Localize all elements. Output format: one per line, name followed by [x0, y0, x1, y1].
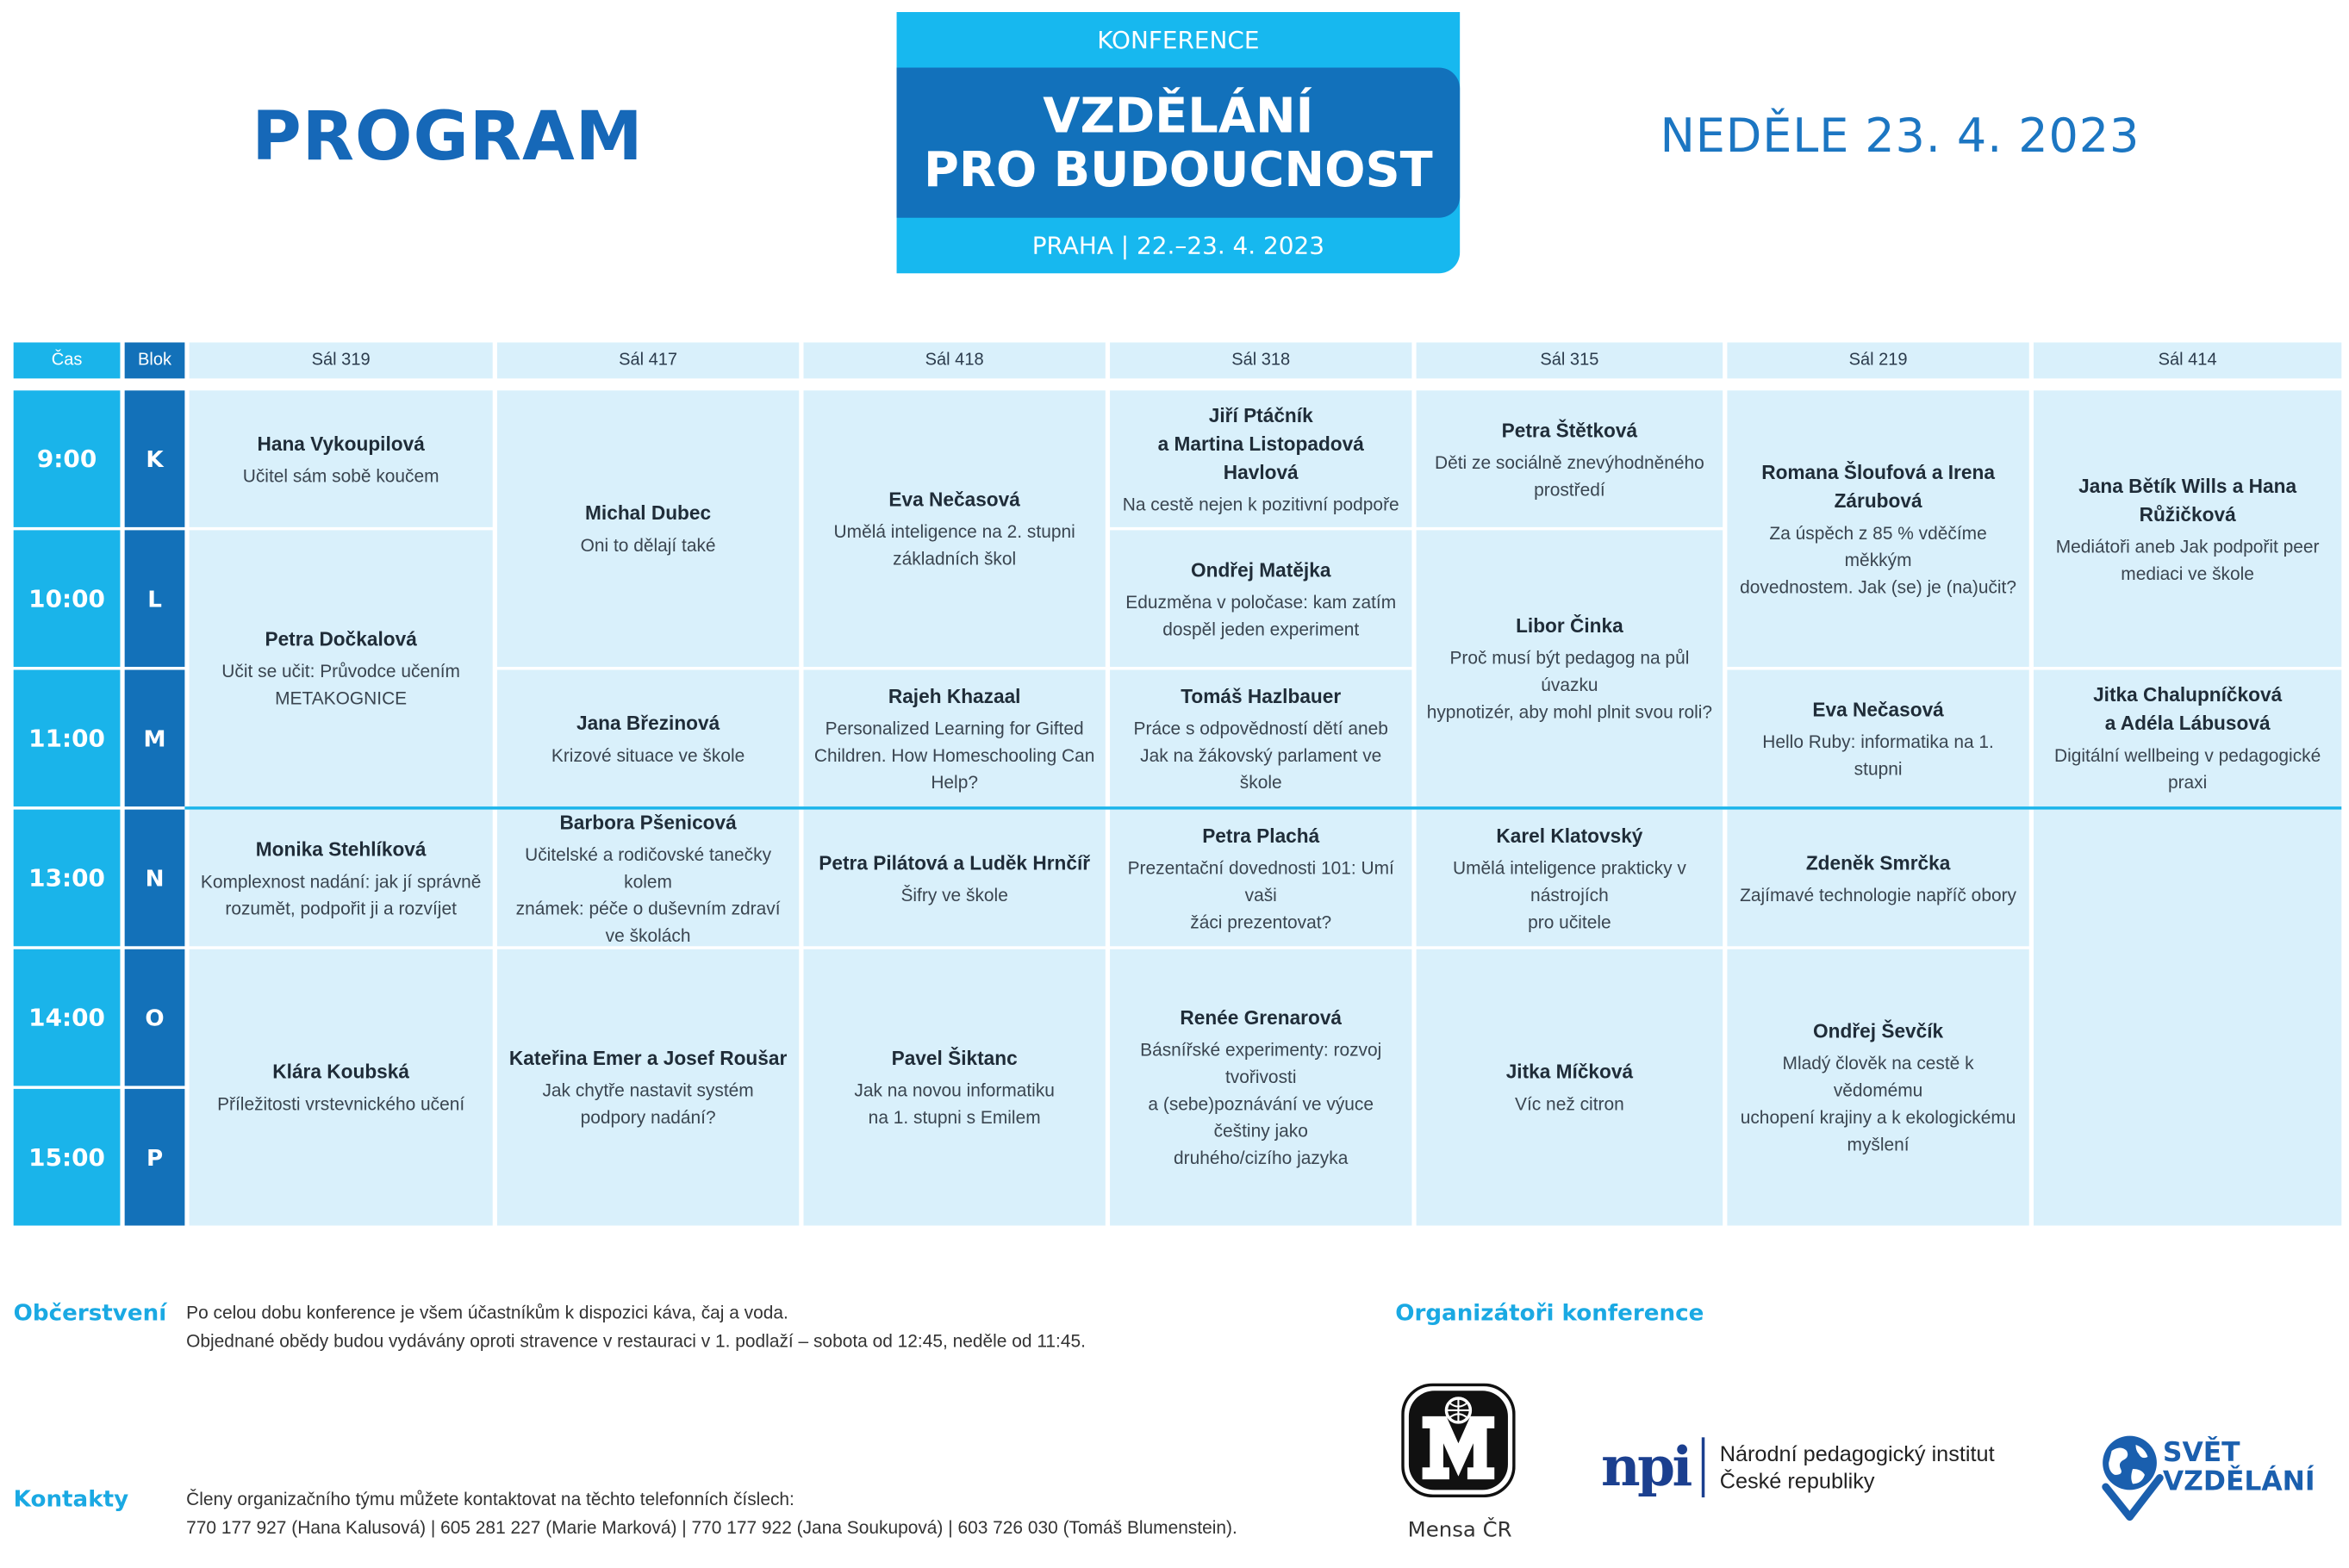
- session-title: Učitel sám sobě koučem: [242, 464, 439, 486]
- session-cell: [1727, 390, 2028, 667]
- session-title: Proč musí být pedagog na půl úvazku hypnotizér, aby mohl plnit svou roli?: [1426, 647, 1713, 723]
- refreshment-text-2: Objednané obědy budou vydávány oproti stravence v restauraci v 1. podlaží – sobota od 12:45, neděle od 11:45.: [186, 1330, 1086, 1352]
- session-title: Učit se učit: Průvodce učením METAKOGNICE: [221, 661, 460, 709]
- session-speaker: Jitka Míčková: [1505, 1060, 1634, 1083]
- slot-block: O: [125, 949, 185, 1086]
- session-cell: [497, 390, 799, 667]
- session-cell: [190, 949, 493, 1226]
- session-cell: [497, 810, 799, 947]
- slot-time: 14:00: [14, 949, 121, 1086]
- logo-place-dates: PRAHA | 22.–23. 4. 2023: [1031, 231, 1324, 260]
- col-header-block: Blok: [125, 342, 185, 378]
- session-cell: [803, 670, 1105, 807]
- page-title: PROGRAM: [252, 96, 644, 176]
- session-title: Víc než citron: [1515, 1093, 1624, 1115]
- contacts-text-2: 770 177 927 (Hana Kalusová) | 605 281 227 (Marie Marková) | 770 177 922 (Jana Soukupová) | 603 726 030 (Tomáš Blumenstein).: [186, 1516, 1237, 1539]
- slot-time: 15:00: [14, 1089, 121, 1226]
- session-cell: [190, 530, 493, 806]
- session-speaker: Karel Klatovský: [1496, 824, 1643, 847]
- session-title: Jak na novou informatiku na 1. stupni s Emilem: [854, 1080, 1055, 1129]
- slot-block: N: [125, 810, 185, 947]
- session-title: Komplexnost nadání: jak jí správně rozumět, podpořit ji a rozvíjet: [200, 870, 482, 919]
- slot-block: P: [125, 1089, 185, 1226]
- session-speaker: Petra Pilátová a Luděk Hrnčíř: [819, 850, 1091, 874]
- session-speaker: Eva Nečasová: [888, 488, 1020, 511]
- col-header-room: Sál 219: [1727, 342, 2028, 378]
- slot-time: 13:00: [14, 810, 121, 947]
- svet-line2: VZDĚLÁNÍ: [2162, 1465, 2315, 1498]
- session-cell: [1417, 810, 1723, 947]
- session-speaker: Libor Činka: [1516, 614, 1623, 638]
- logo-kicker: KONFERENCE: [1097, 25, 1260, 54]
- session-speaker: Petra Plachá: [1202, 824, 1320, 847]
- session-cell: [1727, 670, 2028, 807]
- session-cell: [1417, 949, 1723, 1226]
- contacts-label: Kontakty: [13, 1485, 129, 1513]
- session-cell: [1727, 810, 2028, 947]
- session-cell: [1110, 810, 1411, 947]
- col-header-room: Sál 417: [497, 342, 799, 378]
- slot-time: 11:00: [14, 670, 121, 807]
- session-speaker: Jana Bětík Wills a Hana Růžičková: [2078, 474, 2297, 526]
- session-title: Jak chytře nastavit systém podpory nadání?: [542, 1080, 754, 1129]
- session-speaker: Ondřej Matějka: [1190, 557, 1331, 581]
- session-speaker: Jiří Ptáčník a Martina Listopadová Havlová: [1157, 403, 1364, 483]
- organizers-label: Organizátoři konference: [1395, 1298, 1704, 1327]
- session-cell-empty: [2034, 810, 2341, 1226]
- session-cell: [1110, 530, 1411, 667]
- npi-name: [1720, 1442, 2050, 1496]
- session-speaker: Barbora Pšenicová: [559, 810, 737, 833]
- session-title: Mladý člověk na cestě k vědomému uchopení krajiny a k ekologickému myšlení: [1740, 1053, 2016, 1155]
- session-title: Hello Ruby: informatika na 1. stupni: [1762, 731, 1994, 779]
- conference-logo: [897, 12, 1461, 273]
- session-speaker: Michal Dubec: [585, 501, 712, 525]
- session-title: Učitelské a rodičovské tanečky kolem známek: péče o duševním zdraví ve školách: [515, 843, 781, 946]
- session-title: Básnířské experimenty: rozvoj tvořivosti a (sebe)poznávání ve výuce češtiny jako druhého/cizího jazyka: [1140, 1039, 1382, 1169]
- session-speaker: Kateřina Emer a Josef Roušar: [508, 1047, 788, 1070]
- session-cell: [803, 810, 1105, 947]
- globe-pin-icon: [2097, 1433, 2169, 1523]
- session-speaker: Renée Grenarová: [1180, 1006, 1343, 1030]
- col-header-room: Sál 318: [1110, 342, 1411, 378]
- session-title: Děti ze sociálně znevýhodněného prostředí: [1434, 451, 1704, 500]
- session-title: Umělá inteligence na 2. stupni základních škol: [833, 520, 1075, 569]
- npi-name-line2: České republiky: [1719, 1470, 1875, 1495]
- session-title: Umělá inteligence prakticky v nástrojích pro učitele: [1452, 856, 1686, 932]
- logo-title: [897, 89, 1461, 197]
- npi-logo-mark: npi: [1601, 1435, 1690, 1499]
- program-date: NEDĚLE 23. 4. 2023: [1660, 109, 2140, 165]
- contacts-text-1: Členy organizačního týmu můžete kontaktovat na těchto telefonních číslech:: [186, 1488, 794, 1510]
- slot-time: 10:00: [14, 530, 121, 667]
- session-title: Eduzměna v poločase: kam zatím dospěl jeden experiment: [1125, 590, 1397, 639]
- session-title: Digitální wellbeing v pedagogické praxi: [2053, 744, 2321, 793]
- session-speaker: Eva Nečasová: [1812, 697, 1944, 720]
- session-title: Za úspěch z 85 % vděčíme měkkým dovednostem. Jak (se) je (na)učit?: [1740, 521, 2017, 597]
- col-header-time: Čas: [14, 342, 121, 378]
- session-speaker: Rajeh Khazaal: [888, 684, 1021, 707]
- refreshment-label: Občerstvení: [13, 1298, 167, 1327]
- slot-block: M: [125, 670, 185, 807]
- logo-title-line2: PRO BUDOUCNOST: [924, 140, 1433, 199]
- logo-title-line1: VZDĚLÁNÍ: [1043, 87, 1314, 145]
- refreshment-text-1: Po celou dobu konference je všem účastníkům k dispozici káva, čaj a voda.: [186, 1302, 788, 1323]
- col-header-room: Sál 319: [190, 342, 493, 378]
- session-title: Zajímavé technologie napříč obory: [1740, 883, 2017, 905]
- session-speaker: Klára Koubská: [272, 1060, 409, 1083]
- session-cell: [1417, 530, 1723, 806]
- session-speaker: Pavel Šiktanc: [891, 1047, 1018, 1070]
- session-speaker: Jitka Chalupníčková a Adéla Lábusová: [2093, 683, 2283, 735]
- col-header-room: Sál 418: [803, 342, 1105, 378]
- session-speaker: Monika Stehlíková: [255, 837, 427, 861]
- session-title: Personalized Learning for Gifted Children. How Homeschooling Can Help?: [813, 717, 1095, 793]
- npi-name-line1: Národní pedagogický institut: [1719, 1443, 1995, 1468]
- slot-block: K: [125, 390, 185, 527]
- session-cell: [497, 949, 799, 1226]
- session-speaker: Ondřej Ševčík: [1813, 1019, 1944, 1042]
- session-title: Mediátoři aneb Jak podpořit peer mediaci ve škole: [2055, 535, 2320, 584]
- session-cell: [803, 949, 1105, 1226]
- session-cell: [1110, 949, 1411, 1226]
- session-cell: [1417, 390, 1723, 527]
- session-cell: [2034, 670, 2341, 807]
- col-header-room: Sál 414: [2034, 342, 2341, 378]
- session-title: Krizové situace ve škole: [551, 744, 745, 766]
- session-cell: [1110, 670, 1411, 807]
- svet-vzdelani-wordmark: [2163, 1439, 2343, 1496]
- session-speaker: Romana Šloufová a Irena Zárubová: [1761, 460, 1995, 512]
- session-speaker: Tomáš Hazlbauer: [1181, 684, 1342, 707]
- session-speaker: Petra Štětková: [1501, 418, 1638, 441]
- npi-divider: [1702, 1437, 1704, 1497]
- slot-block: L: [125, 530, 185, 667]
- session-cell: [190, 810, 493, 947]
- svet-line1: SVĚT: [2162, 1437, 2240, 1469]
- session-title: Práce s odpovědností dětí aneb Jak na žákovský parlament ve škole: [1133, 717, 1388, 793]
- col-header-room: Sál 315: [1417, 342, 1723, 378]
- session-speaker: Petra Dočkalová: [265, 627, 417, 650]
- session-speaker: Jana Březinová: [576, 711, 720, 734]
- session-cell: [2034, 390, 2341, 667]
- mensa-logo-icon: [1401, 1384, 1515, 1497]
- slot-time: 9:00: [14, 390, 121, 527]
- session-title: Šifry ve škole: [900, 883, 1008, 905]
- session-title: Prezentační dovednosti 101: Umí vaši žáci prezentovat?: [1127, 856, 1394, 932]
- mensa-name: Mensa ČR: [1407, 1518, 1512, 1543]
- session-speaker: Zdeněk Smrčka: [1805, 850, 1951, 874]
- session-speaker: Hana Vykoupilová: [257, 432, 425, 455]
- lunch-break-divider: [184, 806, 2341, 809]
- session-cell: [190, 390, 493, 527]
- session-cell: [497, 670, 799, 807]
- session-title: Oni to dělají také: [580, 534, 716, 557]
- session-title: Na cestě nejen k pozitivní podpoře: [1122, 493, 1399, 515]
- session-cell: [1110, 390, 1411, 527]
- session-cell: [1727, 949, 2028, 1226]
- session-cell: [803, 390, 1105, 667]
- session-title: Příležitosti vrstevnického učení: [217, 1093, 465, 1115]
